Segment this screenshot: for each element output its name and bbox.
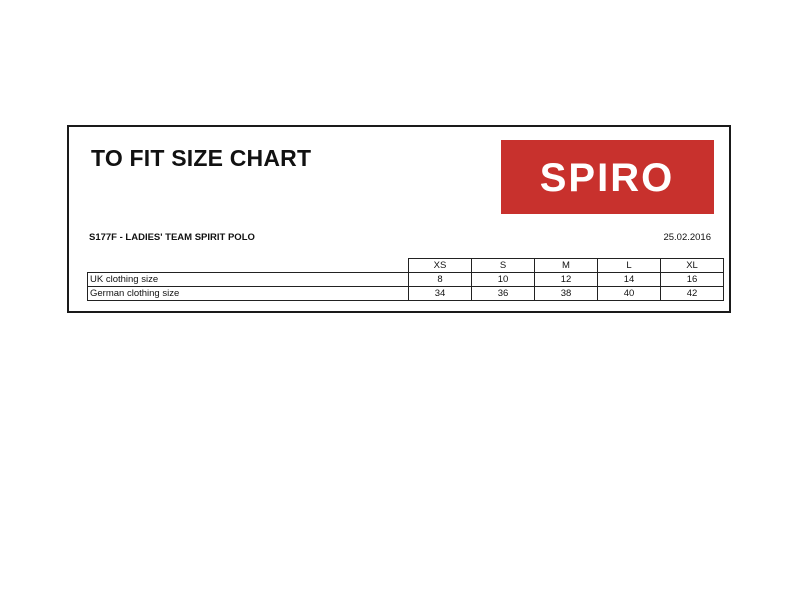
size-chart-sheet (67, 125, 731, 313)
table-cell: 12 (535, 273, 598, 287)
table-cell: 34 (409, 287, 472, 301)
table-cell: 36 (472, 287, 535, 301)
size-header-m: M (535, 259, 598, 273)
size-header-xs: XS (409, 259, 472, 273)
brand-logo-text: SPIRO (539, 156, 675, 200)
chart-date: 25.02.2016 (663, 232, 711, 243)
size-header-l: L (598, 259, 661, 273)
page-title: TO FIT SIZE CHART (91, 145, 312, 171)
table-row (88, 287, 724, 301)
product-name: S177F - LADIES' TEAM SPIRIT POLO (89, 232, 255, 243)
table-cell: 38 (535, 287, 598, 301)
size-table (87, 258, 724, 301)
table-cell: 14 (598, 273, 661, 287)
header-spacer (88, 259, 409, 273)
size-header-row (88, 259, 724, 273)
table-cell: 10 (472, 273, 535, 287)
table-cell: 16 (661, 273, 724, 287)
table-cell: 40 (598, 287, 661, 301)
table-row (88, 273, 724, 287)
brand-logo (501, 140, 714, 214)
row-label-uk: UK clothing size (88, 273, 409, 287)
table-cell: 42 (661, 287, 724, 301)
spiro-logo-icon (501, 140, 714, 214)
size-header-xl: XL (661, 259, 724, 273)
size-header-s: S (472, 259, 535, 273)
table-cell: 8 (409, 273, 472, 287)
row-label-german: German clothing size (88, 287, 409, 301)
